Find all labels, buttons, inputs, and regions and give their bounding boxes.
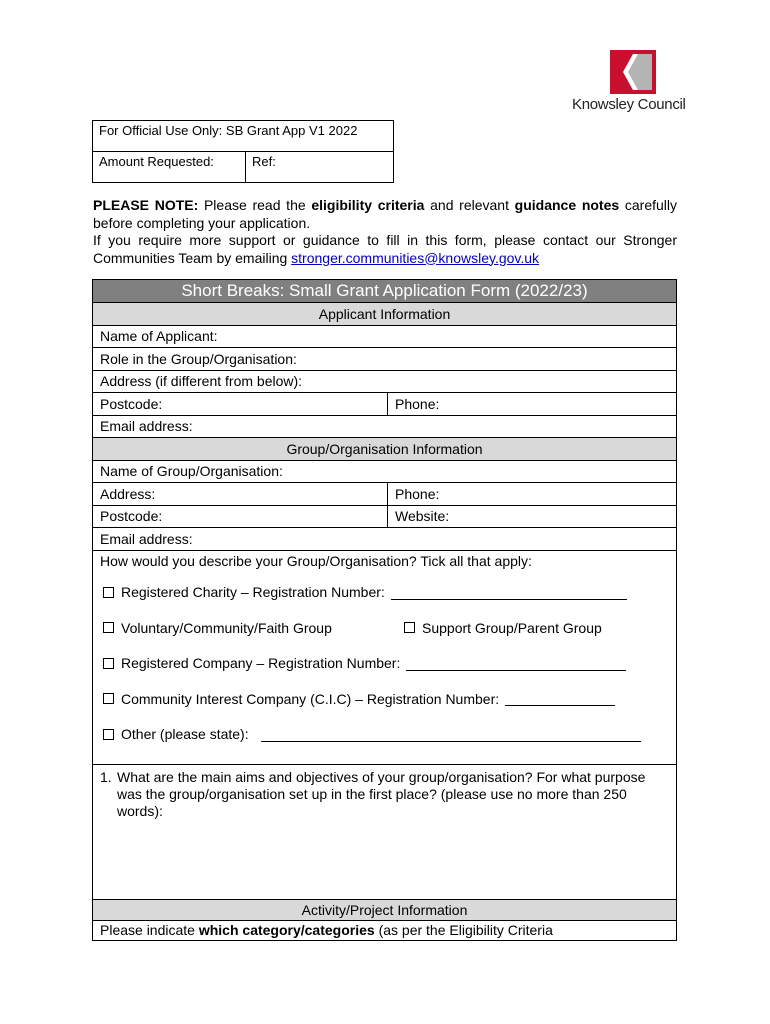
group-section-heading: Group/Organisation Information xyxy=(93,438,677,461)
please-note xyxy=(93,197,677,267)
option-voluntary-label: Voluntary/Community/Faith Group xyxy=(121,619,332,636)
cic-number-line[interactable] xyxy=(505,691,615,706)
aims-question xyxy=(100,769,669,820)
option-voluntary xyxy=(100,610,669,646)
form-title: Short Breaks: Small Grant Application Form (2022/23) xyxy=(93,280,677,303)
checkbox-other[interactable] xyxy=(103,729,114,740)
group-phone-field[interactable]: Phone: xyxy=(388,483,677,506)
activity-section-heading: Activity/Project Information xyxy=(93,899,677,920)
option-charity-label: Registered Charity – Registration Number: xyxy=(121,584,385,601)
ref-field[interactable]: Ref: xyxy=(246,152,394,183)
applicant-section-heading: Applicant Information xyxy=(93,303,677,326)
aims-question-number: 1. xyxy=(100,768,112,785)
option-other-label: Other (please state): xyxy=(121,726,249,743)
option-other xyxy=(100,717,669,753)
official-use-table xyxy=(92,120,394,183)
applicant-postcode-field[interactable]: Postcode: xyxy=(93,393,388,416)
knowsley-logo-icon xyxy=(610,50,656,94)
council-logo xyxy=(570,50,700,116)
amount-requested-field[interactable]: Amount Requested: xyxy=(93,152,246,183)
checkbox-cic[interactable] xyxy=(103,693,114,704)
applicant-email-field[interactable]: Email address: xyxy=(93,415,677,438)
email-link[interactable]: stronger.communities@knowsley.gov.uk xyxy=(291,249,540,266)
group-address-field[interactable]: Address: xyxy=(93,483,388,506)
group-postcode-field[interactable]: Postcode: xyxy=(93,505,388,528)
checkbox-support[interactable] xyxy=(404,622,415,633)
option-support-label: Support Group/Parent Group xyxy=(422,619,602,636)
checkbox-company[interactable] xyxy=(103,658,114,669)
note-text-2: and relevant xyxy=(424,197,515,213)
company-number-line[interactable] xyxy=(406,656,626,671)
activity-category-bold: which category/categories xyxy=(198,922,375,938)
option-company-label: Registered Company – Registration Number: xyxy=(121,655,401,672)
activity-text-2: (as per the Eligibility Criteria xyxy=(374,922,553,938)
official-use-heading: For Official Use Only: SB Grant App V1 2022 xyxy=(93,121,394,152)
applicant-phone-field[interactable]: Phone: xyxy=(388,393,677,416)
checkbox-voluntary[interactable] xyxy=(103,622,114,633)
applicant-address-field[interactable]: Address (if different from below): xyxy=(93,370,677,393)
aims-question-cell[interactable] xyxy=(93,764,677,899)
option-cic xyxy=(100,681,669,717)
note-text-4: If you require more support or guidance to fill in this form, please contact our Stronger Communities Team by emailing xyxy=(93,232,677,266)
checkbox-charity[interactable] xyxy=(103,587,114,598)
group-email-field[interactable]: Email address: xyxy=(93,528,677,551)
option-charity xyxy=(100,575,669,611)
activity-category-prompt xyxy=(93,920,677,940)
note-text-3: carefully before completing your application. xyxy=(93,197,677,231)
other-state-line[interactable] xyxy=(261,727,641,742)
group-type-question: How would you describe your Group/Organisation? Tick all that apply: xyxy=(100,552,532,569)
group-type-section xyxy=(93,550,677,764)
option-company xyxy=(100,646,669,682)
charity-number-line[interactable] xyxy=(391,585,627,600)
applicant-role-field[interactable]: Role in the Group/Organisation: xyxy=(93,348,677,371)
group-name-field[interactable]: Name of Group/Organisation: xyxy=(93,460,677,483)
note-eligibility: eligibility criteria xyxy=(311,197,425,213)
aims-question-text: What are the main aims and objectives of your group/organisation? For what purpose was the group/organisation set up in the first place? (please use no more than 250 words): xyxy=(117,768,646,819)
option-cic-label: Community Interest Company (C.I.C) – Registration Number: xyxy=(121,690,500,707)
note-text-1: Please read the xyxy=(198,197,312,213)
note-prefix: PLEASE NOTE: xyxy=(93,197,199,213)
applicant-name-field[interactable]: Name of Applicant: xyxy=(93,325,677,348)
note-guidance: guidance notes xyxy=(514,197,620,213)
logo-text: Knowsley Council xyxy=(572,96,686,113)
group-website-field[interactable]: Website: xyxy=(388,505,677,528)
application-form xyxy=(92,279,677,941)
activity-text-1: Please indicate xyxy=(100,922,199,938)
